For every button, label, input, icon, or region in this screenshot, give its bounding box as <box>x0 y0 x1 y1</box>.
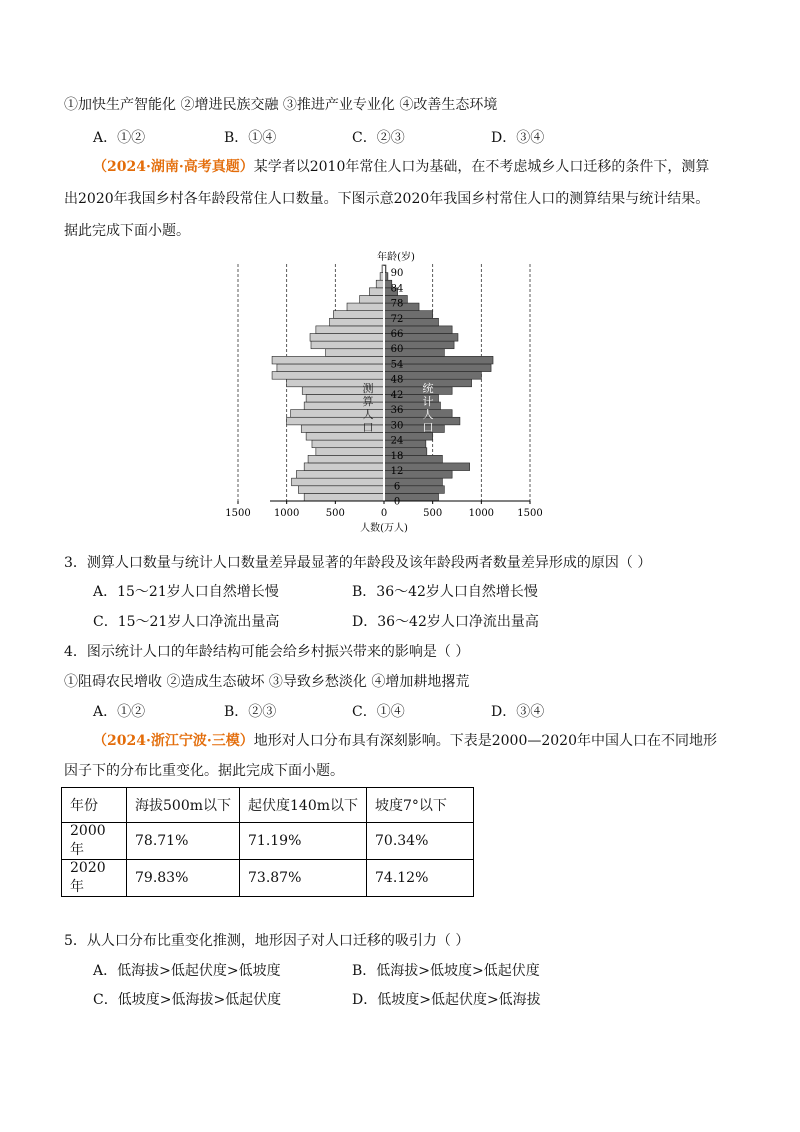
measured-bar <box>298 486 384 494</box>
center-axis <box>383 266 385 501</box>
terrain-population-table <box>61 787 474 897</box>
q4-option-a: A．①② <box>93 704 146 720</box>
table-cell: 2020年 <box>62 860 127 897</box>
q4-option-c: C．①④ <box>352 704 405 720</box>
y-tick-label: 30 <box>390 420 404 432</box>
set1-intro-line3: 据此完成下面小题。 <box>64 223 190 239</box>
q5-stem: 5．从人口分布比重变化推测，地形因子对人口迁移的吸引力（ ） <box>64 933 470 949</box>
y-tick-label: 42 <box>390 389 404 401</box>
y-tick-label: 0 <box>393 496 401 508</box>
q5-option-b: B．低海拔>低坡度>低起伏度 <box>352 963 540 979</box>
measured-bar <box>326 349 384 357</box>
measured-bar <box>360 295 384 303</box>
measured-bar <box>310 334 384 342</box>
measured-bar <box>329 318 384 326</box>
statistical-series-label: 人 <box>422 408 434 421</box>
y-tick-label: 66 <box>390 329 404 341</box>
set1-intro-text1: 某学者以2010年常住人口为基础，在不考虑城乡人口迁移的条件下，测算 <box>253 159 710 175</box>
prev-question-statements: ①加快生产智能化 ②增进民族交融 ③推进产业专业化 ④改善生态环境 <box>64 97 498 113</box>
measured-series-label: 测 <box>362 382 374 395</box>
table-cell: 70.34% <box>367 823 474 860</box>
x-tick-label: 1500 <box>517 508 543 519</box>
measured-series-label: 口 <box>362 421 374 434</box>
measured-bar <box>272 356 384 364</box>
q4-statements: ①阻碍农民增收 ②造成生态破坏 ③导致乡愁淡化 ④增加耕地撂荒 <box>64 674 470 690</box>
measured-bar <box>316 448 384 456</box>
q4-stem: 4．图示统计人口的年龄结构可能会给乡村振兴带来的影响是（ ） <box>64 644 470 660</box>
q3-option-b: B．36～42岁人口自然增长慢 <box>352 584 538 600</box>
measured-bar <box>304 463 384 471</box>
q3-option-d: D．36～42岁人口净流出量高 <box>352 614 539 630</box>
measured-bar <box>333 311 384 319</box>
x-tick-label: 1500 <box>225 508 251 519</box>
q5-option-c: C．低坡度>低海拔>低起伏度 <box>93 992 282 1008</box>
table-header-cell: 海拔500m以下 <box>127 788 240 823</box>
y-tick-label: 12 <box>390 466 404 478</box>
q4-option-d: D．③④ <box>491 704 545 720</box>
measured-bar <box>312 440 384 448</box>
measured-series-label: 人 <box>362 408 374 421</box>
x-axis-label: 人数(万人) <box>360 523 408 534</box>
measured-bar <box>272 372 384 380</box>
prev-option-c: C．②③ <box>352 130 405 146</box>
q3-stem: 3．测算人口数量与统计人口数量差异最显著的年龄段及该年龄段两者数量差异形成的原因（ ） <box>64 555 652 571</box>
table-cell: 71.19% <box>240 823 367 860</box>
measured-bar <box>304 493 384 501</box>
x-tick-label: 1000 <box>468 508 495 519</box>
table-cell: 73.87% <box>240 860 367 897</box>
prev-option-d: D．③④ <box>491 130 545 146</box>
statistical-series-label: 计 <box>422 395 434 408</box>
table-row <box>62 860 474 897</box>
table-header-cell: 年份 <box>62 788 127 823</box>
set1-intro-line2: 出2020年我国乡村各年龄段常住人口数量。下图示意2020年我国乡村常住人口的测算结果与统计结果。 <box>64 191 710 207</box>
y-tick-label: 90 <box>390 268 404 280</box>
x-tick-label: 1000 <box>273 508 300 519</box>
statistical-bar <box>384 478 442 486</box>
y-tick-label: 84 <box>390 283 404 295</box>
statistical-series-label: 口 <box>422 421 434 434</box>
table-cell: 74.12% <box>367 860 474 897</box>
measured-bar <box>347 303 384 311</box>
y-tick-label: 24 <box>390 435 404 447</box>
q3-option-a: A．15～21岁人口自然增长慢 <box>93 584 279 600</box>
table-cell: 78.71% <box>127 823 240 860</box>
y-tick-label: 78 <box>390 298 404 310</box>
x-tick-label: 500 <box>325 508 345 519</box>
table-header-cell: 坡度7°以下 <box>367 788 474 823</box>
q5-option-d: D．低坡度>低起伏度>低海拔 <box>352 992 541 1008</box>
y-tick-label: 48 <box>390 374 404 386</box>
set1-intro-line1 <box>93 157 709 177</box>
y-tick-label: 54 <box>390 359 404 371</box>
measured-bar <box>311 341 384 349</box>
q3-option-c: C．15～21岁人口净流出量高 <box>93 614 280 630</box>
measured-bar <box>316 326 384 334</box>
set2-source: （2024·浙江宁波·三模） <box>93 733 254 749</box>
set2-intro-line2: 因子下的分布比重变化。据此完成下面小题。 <box>64 763 344 779</box>
prev-option-b: B．①④ <box>224 130 277 146</box>
table-header-cell: 起伏度140m以下 <box>240 788 367 823</box>
y-tick-label: 36 <box>390 405 404 417</box>
y-tick-label: 6 <box>393 481 401 493</box>
y-tick-label: 18 <box>390 450 404 462</box>
table-cell: 79.83% <box>127 860 240 897</box>
x-tick-label: 0 <box>380 508 388 519</box>
q5-option-a: A．低海拔>低起伏度>低坡度 <box>93 963 281 979</box>
measured-bar <box>277 364 384 372</box>
statistical-bar <box>384 493 439 501</box>
set2-intro-text1: 地形对人口分布具有深刻影响。下表是2000—2020年中国人口在不同地形 <box>253 733 717 749</box>
population-pyramid-chart <box>225 242 552 534</box>
table-cell: 2000年 <box>62 823 127 860</box>
measured-bar <box>296 471 384 479</box>
set1-source: （2024·湖南·高考真题） <box>93 159 254 175</box>
measured-bar <box>308 455 384 463</box>
y-tick-label: 60 <box>390 344 404 356</box>
y-tick-label: 72 <box>390 313 404 325</box>
statistical-series-label: 统 <box>422 382 434 395</box>
q4-option-b: B．②③ <box>224 704 277 720</box>
set2-intro-line1 <box>93 731 717 751</box>
prev-option-a: A．①② <box>93 130 146 146</box>
measured-bar <box>369 288 384 296</box>
measured-bar <box>376 280 384 288</box>
y-axis-label: 年龄(岁) <box>377 252 415 263</box>
measured-bar <box>292 478 384 486</box>
table-row <box>62 823 474 860</box>
table-header-row <box>62 788 474 823</box>
measured-series-label: 算 <box>362 395 374 408</box>
x-tick-label: 500 <box>423 508 443 519</box>
